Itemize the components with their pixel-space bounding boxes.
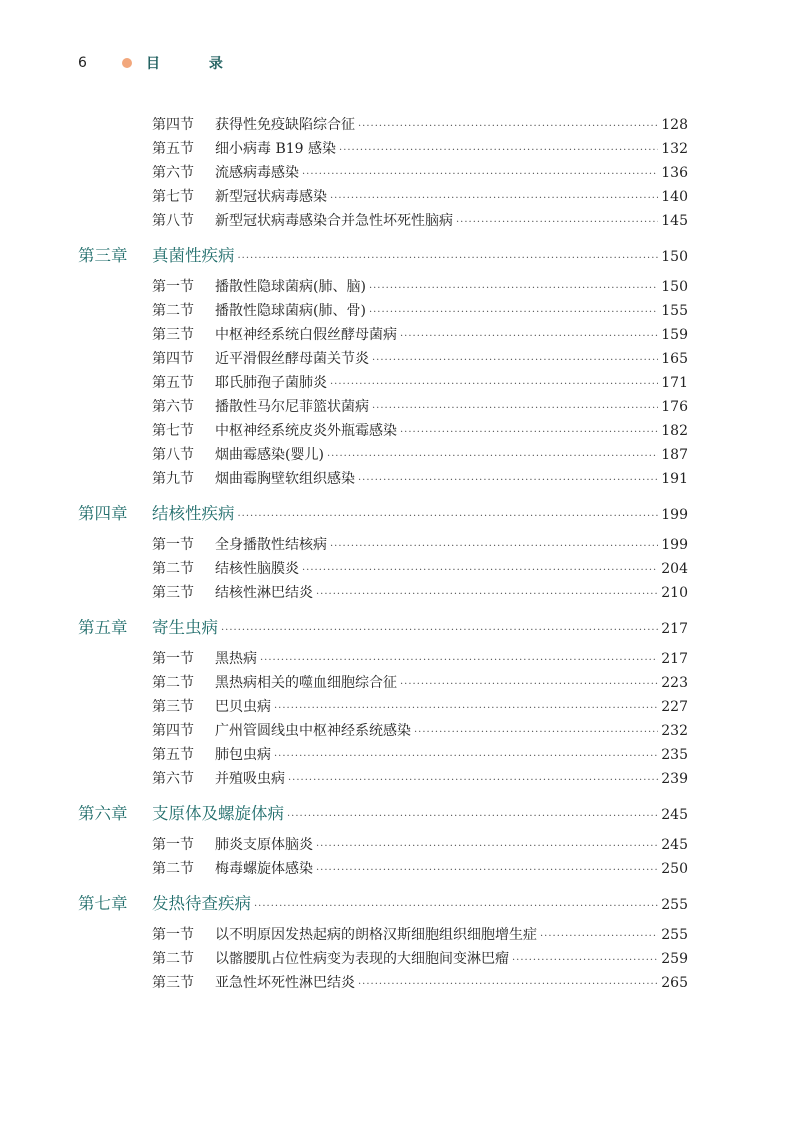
- dot-leader: [330, 379, 658, 390]
- dot-leader: [339, 145, 658, 156]
- page-ref: 171: [661, 375, 688, 391]
- dot-leader: [254, 901, 658, 912]
- section-title: 播散性隐球菌病(肺、脑): [215, 279, 366, 295]
- chapter-title: 寄生虫病: [152, 618, 218, 637]
- section-title: 全身播散性结核病: [215, 537, 327, 553]
- dot-leader: [260, 655, 658, 666]
- toc-chapter-row[interactable]: [78, 500, 688, 528]
- section-number: 第五节: [152, 375, 194, 391]
- toc-section-row[interactable]: [152, 672, 688, 696]
- dot-leader: [512, 955, 658, 966]
- section-title: 中枢神经系统皮炎外瓶霉感染: [215, 423, 397, 439]
- toc-section-row[interactable]: [152, 348, 688, 372]
- page-ref: 217: [661, 621, 688, 637]
- section-number: 第六节: [152, 399, 194, 415]
- toc-section-row[interactable]: [152, 720, 688, 744]
- dot-leader: [327, 451, 658, 462]
- section-title: 烟曲霉胸壁软组织感染: [215, 471, 355, 487]
- section-number: 第六节: [152, 771, 194, 787]
- dot-leader: [274, 751, 658, 762]
- dot-leader: [316, 589, 658, 600]
- page-ref: 145: [661, 213, 688, 229]
- toc-section-row[interactable]: [152, 138, 688, 162]
- chapter-title: 结核性疾病: [152, 504, 235, 523]
- section-number: 第一节: [152, 651, 194, 667]
- page-ref: 204: [661, 561, 688, 577]
- dot-leader: [369, 283, 658, 294]
- toc-section-row[interactable]: [152, 420, 688, 444]
- chapter-number: 第七章: [78, 894, 128, 913]
- dot-leader: [302, 565, 658, 576]
- dot-leader: [369, 307, 658, 318]
- toc-section-row[interactable]: [152, 858, 688, 882]
- dot-leader: [316, 841, 658, 852]
- section-number: 第七节: [152, 423, 194, 439]
- toc-section-row[interactable]: [152, 372, 688, 396]
- section-title: 播散性马尔尼菲篮状菌病: [215, 399, 369, 415]
- toc-section-row[interactable]: [152, 444, 688, 468]
- page-ref: 245: [661, 807, 688, 823]
- toc-section-row[interactable]: [152, 582, 688, 606]
- section-title: 播散性隐球菌病(肺、骨): [215, 303, 366, 319]
- dot-leader: [540, 931, 658, 942]
- dot-leader: [358, 979, 658, 990]
- section-title: 烟曲霉感染(婴儿): [215, 447, 324, 463]
- dot-leader: [287, 811, 658, 822]
- section-title: 以不明原因发热起病的朗格汉斯细胞组织细胞增生症: [215, 927, 537, 943]
- section-number: 第一节: [152, 927, 194, 943]
- section-number: 第二节: [152, 861, 194, 877]
- section-title: 耶氏肺孢子菌肺炎: [215, 375, 327, 391]
- chapter-title: 发热待查疾病: [152, 894, 251, 913]
- toc-section-row[interactable]: [152, 972, 688, 996]
- section-title: 流感病毒感染: [215, 165, 299, 181]
- dot-leader: [372, 403, 658, 414]
- section-title: 近平滑假丝酵母菌关节炎: [215, 351, 369, 367]
- page-ref: 245: [661, 837, 688, 853]
- page-ref: 191: [661, 471, 688, 487]
- page-ref: 199: [661, 507, 688, 523]
- page-ref: 217: [661, 651, 688, 667]
- toc-section-row[interactable]: [152, 114, 688, 138]
- page-ref: 159: [661, 327, 688, 343]
- page-ref: 182: [661, 423, 688, 439]
- toc-section-row[interactable]: [152, 324, 688, 348]
- dot-leader: [400, 427, 658, 438]
- page-ref: 239: [661, 771, 688, 787]
- section-title: 巴贝虫病: [215, 699, 271, 715]
- toc-section-row[interactable]: [152, 396, 688, 420]
- page-ref: 227: [661, 699, 688, 715]
- page-ref: 255: [661, 927, 688, 943]
- page-ref: 232: [661, 723, 688, 739]
- section-number: 第二节: [152, 561, 194, 577]
- toc-section-row[interactable]: [152, 558, 688, 582]
- section-title: 肺炎支原体脑炎: [215, 837, 313, 853]
- section-title: 获得性免疫缺陷综合征: [215, 117, 355, 133]
- section-title: 细小病毒 B19 感染: [215, 141, 337, 157]
- dot-leader: [400, 679, 658, 690]
- section-number: 第四节: [152, 117, 194, 133]
- page-ref: 150: [661, 249, 688, 265]
- page-ref: 128: [661, 117, 688, 133]
- page-ref: 210: [661, 585, 688, 601]
- dot-leader: [238, 511, 659, 522]
- section-number: 第一节: [152, 837, 194, 853]
- section-number: 第八节: [152, 447, 194, 463]
- table-of-contents: [0, 114, 800, 996]
- section-number: 第二节: [152, 951, 194, 967]
- toc-section-row[interactable]: [152, 834, 688, 858]
- page-ref: 150: [661, 279, 688, 295]
- section-number: 第三节: [152, 327, 194, 343]
- toc-section-row[interactable]: [152, 276, 688, 300]
- chapter-number: 第六章: [78, 804, 128, 823]
- toc-section-row[interactable]: [152, 696, 688, 720]
- chapter-title: 支原体及螺旋体病: [152, 804, 284, 823]
- page-ref: 265: [661, 975, 688, 991]
- page-number: 6: [78, 55, 87, 71]
- page-ref: 235: [661, 747, 688, 763]
- section-number: 第四节: [152, 723, 194, 739]
- toc-section-row[interactable]: [152, 744, 688, 768]
- toc-chapter-row[interactable]: [78, 800, 688, 828]
- section-title: 广州管圆线虫中枢神经系统感染: [215, 723, 411, 739]
- section-number: 第三节: [152, 699, 194, 715]
- page-ref: 255: [661, 897, 688, 913]
- toc-section-row[interactable]: [152, 534, 688, 558]
- dot-leader: [288, 775, 658, 786]
- toc-chapter-row[interactable]: [78, 890, 688, 918]
- section-number: 第二节: [152, 675, 194, 691]
- page-ref: 155: [661, 303, 688, 319]
- dot-leader: [302, 169, 658, 180]
- toc-chapter-row[interactable]: [78, 242, 688, 270]
- bullet-dot-icon: [122, 58, 132, 68]
- section-number: 第一节: [152, 279, 194, 295]
- chapter-title: 真菌性疾病: [152, 246, 235, 265]
- page-ref: 223: [661, 675, 688, 691]
- dot-leader: [358, 475, 658, 486]
- section-title: 黑热病相关的噬血细胞综合征: [215, 675, 397, 691]
- toc-section-row[interactable]: [152, 768, 688, 792]
- dot-leader: [456, 217, 658, 228]
- page-ref: 140: [661, 189, 688, 205]
- section-number: 第二节: [152, 303, 194, 319]
- dot-leader: [316, 865, 658, 876]
- dot-leader: [330, 193, 658, 204]
- section-number: 第六节: [152, 165, 194, 181]
- toc-section-row[interactable]: [152, 924, 688, 948]
- toc-section-row[interactable]: [152, 468, 688, 492]
- section-title: 中枢神经系统白假丝酵母菌病: [215, 327, 397, 343]
- toc-chapter-row[interactable]: [78, 614, 688, 642]
- page-ref: 259: [661, 951, 688, 967]
- dot-leader: [372, 355, 658, 366]
- chapter-number: 第五章: [78, 618, 128, 637]
- section-title: 新型冠状病毒感染合并急性坏死性脑病: [215, 213, 453, 229]
- toc-section-row[interactable]: [152, 648, 688, 672]
- section-number: 第八节: [152, 213, 194, 229]
- page-ref: 132: [661, 141, 688, 157]
- toc-section-row[interactable]: [152, 210, 688, 234]
- dot-leader: [358, 121, 658, 132]
- dot-leader: [221, 625, 658, 636]
- section-title: 结核性脑膜炎: [215, 561, 299, 577]
- chapter-number: 第三章: [78, 246, 128, 265]
- section-number: 第一节: [152, 537, 194, 553]
- section-title: 新型冠状病毒感染: [215, 189, 327, 205]
- toc-section-row[interactable]: [152, 948, 688, 972]
- dot-leader: [330, 541, 658, 552]
- dot-leader: [400, 331, 658, 342]
- page-ref: 165: [661, 351, 688, 367]
- section-number: 第五节: [152, 141, 194, 157]
- section-title: 结核性淋巴结炎: [215, 585, 313, 601]
- section-number: 第五节: [152, 747, 194, 763]
- section-number: 第三节: [152, 585, 194, 601]
- page-header: [78, 53, 245, 73]
- section-number: 第九节: [152, 471, 194, 487]
- toc-section-row[interactable]: [152, 300, 688, 324]
- section-number: 第七节: [152, 189, 194, 205]
- page-ref: 187: [661, 447, 688, 463]
- dot-leader: [274, 703, 658, 714]
- section-title: 亚急性坏死性淋巴结炎: [215, 975, 355, 991]
- section-title: 以髂腰肌占位性病变为表现的大细胞间变淋巴瘤: [215, 951, 509, 967]
- section-title: 肺包虫病: [215, 747, 271, 763]
- chapter-number: 第四章: [78, 504, 128, 523]
- dot-leader: [238, 253, 659, 264]
- toc-section-row[interactable]: [152, 162, 688, 186]
- toc-section-row[interactable]: [152, 186, 688, 210]
- page-ref: 199: [661, 537, 688, 553]
- header-title: 目 录: [146, 56, 245, 72]
- section-number: 第四节: [152, 351, 194, 367]
- page-ref: 176: [661, 399, 688, 415]
- page-ref: 250: [661, 861, 688, 877]
- section-number: 第三节: [152, 975, 194, 991]
- section-title: 梅毒螺旋体感染: [215, 861, 313, 877]
- section-title: 黑热病: [215, 651, 257, 667]
- dot-leader: [414, 727, 658, 738]
- section-title: 并殖吸虫病: [215, 771, 285, 787]
- page-ref: 136: [661, 165, 688, 181]
